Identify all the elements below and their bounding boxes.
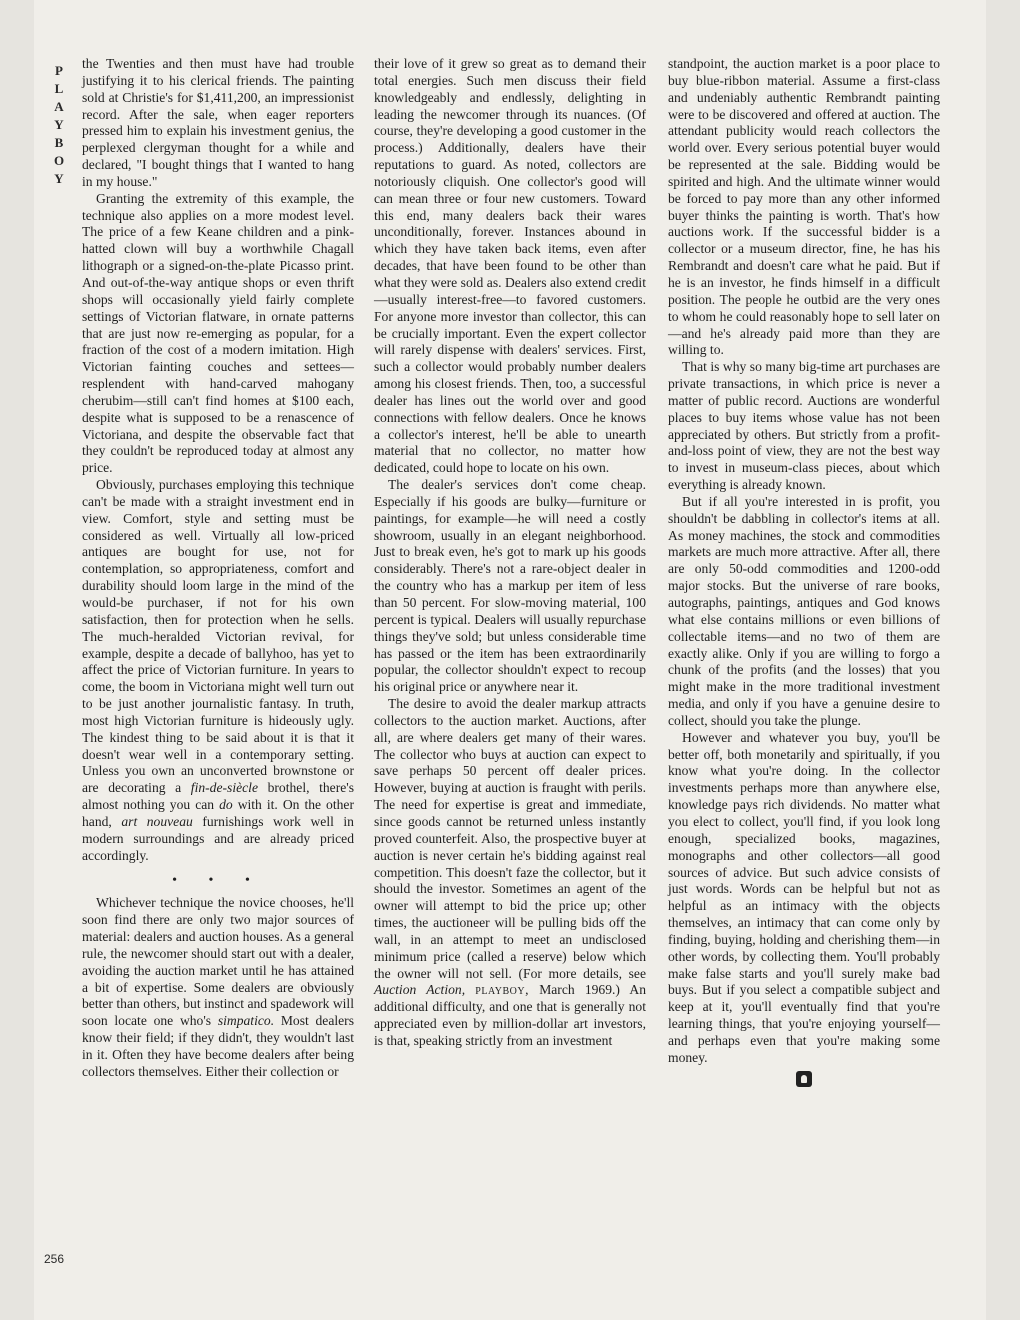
text-run: furnishings work well in modern surroundings and are already priced accordingly. — [82, 813, 354, 863]
magazine-name-rail — [48, 62, 70, 188]
paragraph: their love of it grew so great as to demand their total energies. Such men discuss their field knowledgeably and endlessly, delighting in leading the newcomer through its nuances. (Of course, they're developing a good customer in the process.) Additionally, dealers have their reputations to guard. As noted, collectors are notoriously cliquish. One collector's good will can mean three or four new customers. Toward this end, many dealers back their wares unconditionally, forever. Instances abound in which they have taken back items, even after decades, that have been found to be other than what they were sold as. Dealers also extend credit—usually interest-free—to favored customers. For anyone more investor than collector, this can be crucially important. Even the expert collector will rarely dispense with dealers' services. First, such a collector would probably number dealers among his closest friends. Then, too, a successful dealer has lines out the world over and good connections with fellow dealers. Once he knows a collector's interest, he'll be able to unearth material that no collector, no matter how dedicated, could hope to locate on his own. — [374, 56, 646, 476]
paragraph — [82, 895, 354, 1080]
text-run: March 1969.) An additional difficulty, and one that is generally not appreciated even by million-dollar art investors, is that, speaking strictly from an investment — [374, 982, 646, 1048]
text-run: The desire to avoid the dealer markup attracts collectors to the auction market. Auctions, after all, are where dealers get many of their wares. The collector who buys at auction can expect to save perhaps 50 percent off dealer prices. However, buying at auction is fraught with perils. The need for expertise is great and immediate, since goods cannot be returned unless instantly proved counterfeit. Also, the prospective buyer at auction is never certain he's bidding against real competition. This doesn't faze the collector, but it should the investor. Sometimes an agent of the owner will attempt to bid the price up; other times, the auctioneer will be pulling bids off the wall, in an attempt to meet an undisclosed minimum price (called a reserve) below which the owner will not sell. (For more details, see — [374, 696, 646, 981]
paragraph: standpoint, the auction market is a poor place to buy blue-ribbon material. Assume a first-class and undeniably authentic Rembrandt painting were to be discovered and offered at auction. The attendant publicity would reach collectors the world over. Every serious potential buyer would be represented at the sale. Bidding would be spirited and high. And the ultimate winner would be forced to pay more than any other informed buyer thinks the painting is worth. That's how auctions work. If the successful bidder is a collector or a museum director, fine, he has his Rembrandt and doesn't care what he paid. But if he is an investor, he finds himself in a difficult position. The people he outbid are the very ones to whom he could reasonably hope to sell later on—and he's already paid more than they are willing to. — [668, 56, 940, 358]
paragraph: The dealer's services don't come cheap. Especially if his goods are bulky—furniture or paintings, for example—he will need a costly showroom, usually in an elegant neighborhood. Just to break even, he's got to mark up his goods considerably. There's not a rare-object dealer in the country who has a markup per item of less than 50 percent. For slow-moving material, 100 percent is typical. Dealers will usually repurchase things they've sold; but unless considerable time has passed or the item has been extraordinarily popular, the collector shouldn't expect to recoup his original price or anywhere near it. — [374, 477, 646, 695]
text-run: Obviously, purchases employing this technique can't be made with a straight investment end in view. Comfort, style and setting must be considered as well. Virtually all low-priced antiques are bought for use, not for contemplation, so appropriateness, comfort and durability should loom large in the mind of the would-be purchaser, if not for his own satisfaction, then for protection when he sells. The much-heralded Victorian revival, for example, despite a decade of ballyhoo, has yet to affect the price of Victorian furniture. In years to come, the boom in Victoriana might well turn out to be just another journalistic fantasy. In truth, most high Victorian furniture is hideously ugly. The kindest thing to be said about it is that it doesn't wear well in a contemporary setting. Unless you own an unconverted brownstone or are decorating a — [82, 477, 354, 796]
paragraph: However and whatever you buy, you'll be better off, both monetarily and spiritually, if you know what you're doing. In the collector investments perhaps more than anywhere else, knowledge pays rich dividends. No matter what you elect to collect, you'll find, if you look long enough, specialized books, magazines, monographs and other collectors—all good sources of advice. But such advice consists of just words. Words can be helpful but not as helpful as an intimacy with the objects themselves, an intimacy that can come only by finding, buying, holding and cherishing them—in other words, by collecting them. You'll probably make false starts and you'll surely make bad buys. But if you select a compatible subject and keep at it, you'll eventually find that you're learning things, that you're enjoying yourself—and perhaps even that you're making some money. — [668, 729, 940, 1065]
text-column-1 — [82, 56, 354, 1081]
small-caps-term: playboy, — [475, 982, 529, 998]
rabbit-head-end-mark-icon — [796, 1071, 812, 1087]
italic-term: fin-de-siècle — [190, 780, 258, 796]
text-column-3 — [668, 56, 940, 1087]
rail-letter: L — [54, 81, 64, 96]
section-break: • • • — [172, 872, 264, 888]
italic-term: Auction Action, — [374, 982, 466, 998]
italic-term: do — [219, 797, 233, 813]
text-run: brothel, there's almost nothing you can — [82, 780, 354, 813]
rail-letter: O — [53, 153, 65, 168]
magazine-page — [34, 0, 986, 1320]
italic-term: simpatico. — [217, 1013, 275, 1029]
paragraph: That is why so many big-time art purchases are private transactions, in which price is never a matter of public record. Auctions are wonderful places to buy items whose value has not been appreciated by others. But strictly from a profit-and-loss point of view, they are not the best way to invest in museum-class pieces, about which everything is already known. — [668, 359, 940, 493]
text-run: Whichever technique the novice chooses, he'll soon find there are only two major sources of material: dealers and auction houses. As a general rule, the newcomer should start out with a dealer, avoiding the auction market until he has attained a bit of expertise. Some dealers are obviously better than others, but instinct and spadework will soon locate one who's — [82, 895, 354, 1029]
paragraph: the Twenties and then must have had trouble justifying it to his clerical friends. The painting sold at Christie's for $1,411,200, an impressionist record. After the sale, when eager reporters pressed him to explain his investment genius, the perplexed clergyman thought for a while and declared, "I bought things that I wanted to hang in my house." — [82, 56, 354, 189]
rail-letter: Y — [54, 117, 64, 132]
paragraph — [374, 696, 646, 1050]
paragraph — [82, 477, 354, 864]
paragraph: But if all you're interested in is profit, you shouldn't be dabbling in collector's items at all. As money machines, the stock and commodities markets are much more attractive. After all, there are only 50-odd commodities and 1200-odd major stocks. But the universe of rare books, autographs, paintings, antiques and God knows what else contains millions or even billions of collectable items—and no two of them are exactly alike. Only if you are willing to forgo a chunk of the profits (and the losses) that you might make in the more traditional investment media, and only if you have a genuine desire to collect, should you take the plunge. — [668, 493, 940, 728]
rail-letter: A — [54, 99, 64, 114]
text-run: Most dealers know their field; if they didn't, they wouldn't last in it. Often they have become dealers after being collectors themselves. Either their collection or — [82, 1013, 354, 1079]
page-number: 256 — [44, 1252, 65, 1266]
rail-letter: Y — [54, 171, 64, 186]
text-run: with it. On the other hand, — [82, 797, 354, 829]
rail-letter: P — [55, 63, 63, 78]
rail-letter: B — [54, 135, 64, 150]
italic-term: art nouveau — [121, 813, 193, 829]
paragraph: Granting the extremity of this example, the technique also applies on a more modest level. The price of a few Keane children and a pink-hatted clown will buy a worthwhile Chagall lithograph or a signed-on-the-plate Picasso print. And out-of-the-way antique shops or even thrift shops will occasionally yield fairly complete settings of Victorian flatware, in ornate patterns that are just now re-emerging as popular, for a fraction of the cost of a modern imitation. High Victorian fainting couches and settees—resplendent with hand-carved mahogany cherubim—still can't find homes at $100 each, despite what is supposed to be a renascence of Victoriana, and despite the observable fact that they couldn't be reproduced today at almost any price. — [82, 190, 354, 476]
text-column-2 — [374, 56, 646, 1050]
